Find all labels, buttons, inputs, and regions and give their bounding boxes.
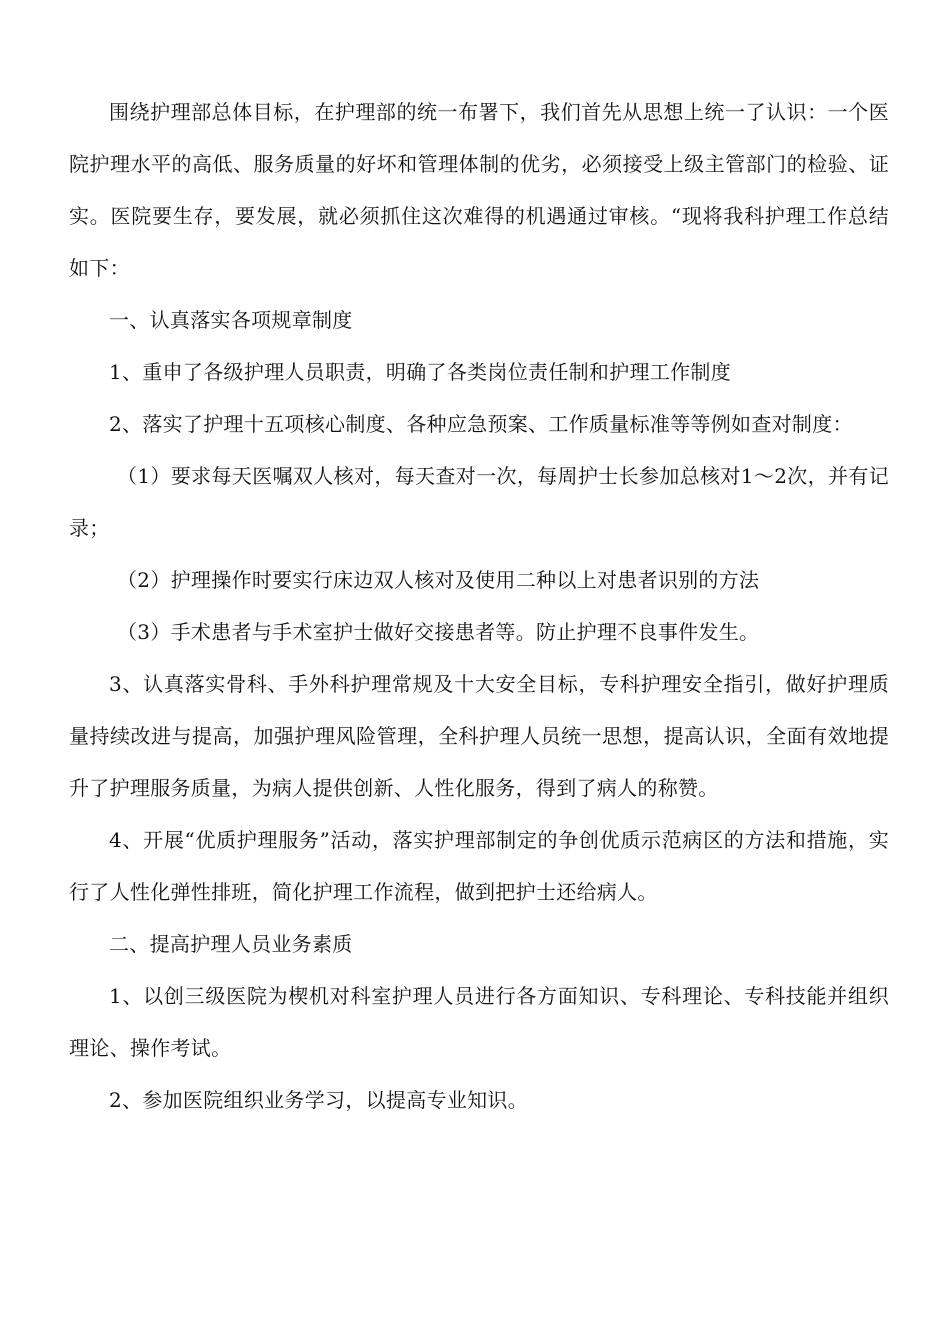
paragraph-intro: 围绕护理部总体目标，在护理部的统一布署下，我们首先从思想上统一了认识：一个医院护理水平的高低、服务质量的好坏和管理体制的优劣，必须接受上级主管部门的检验、证实。医院要生存，要发展，就必须抓住这次难得的机遇通过审核。“现将我科护理工作总结如下： [69,100,889,280]
list-item-2-1: 1、以创三级医院为楔机对科室护理人员进行各方面知识、专科理论、专科技能并组织理论、操作考试。 [69,984,889,1060]
sub-item-1: （1）要求每天医嘱双人核对，每天查对一次，每周护士长参加总核对1～2次，并有记录； [69,464,889,540]
list-item-2-2: 2、参加医院组织业务学习，以提高专业知识。 [109,1088,529,1112]
list-item-1-2: 2、落实了护理十五项核心制度、各种应急预案、工作质量标准等等例如查对制度： [109,412,853,436]
document-body [69,86,889,1126]
section-heading-1: 一、认真落实各项规章制度 [109,308,353,332]
list-item-1-3: 3、认真落实骨科、手外科护理常规及十大安全目标，专科护理安全指引，做好护理质量持续改进与提高，加强护理风险管理，全科护理人员统一思想，提高认识，全面有效地提升了护理服务质量，为病人提供创新、人性化服务，得到了病人的称赞。 [69,672,889,800]
sub-item-3: （3）手术患者与手术室护士做好交接患者等。防止护理不良事件发生。 [117,620,760,644]
list-item-1-1: 1、重申了各级护理人员职责，明确了各类岗位责任制和护理工作制度 [109,360,732,384]
list-item-1-4: 4、开展“优质护理服务”活动，落实护理部制定的争创优质示范病区的方法和措施，实行了人性化弹性排班，简化护理工作流程，做到把护士还给病人。 [69,828,889,904]
section-heading-2: 二、提高护理人员业务素质 [109,932,353,956]
sub-item-2: （2）护理操作时要实行床边双人核对及使用二种以上对患者识别的方法 [117,568,760,592]
